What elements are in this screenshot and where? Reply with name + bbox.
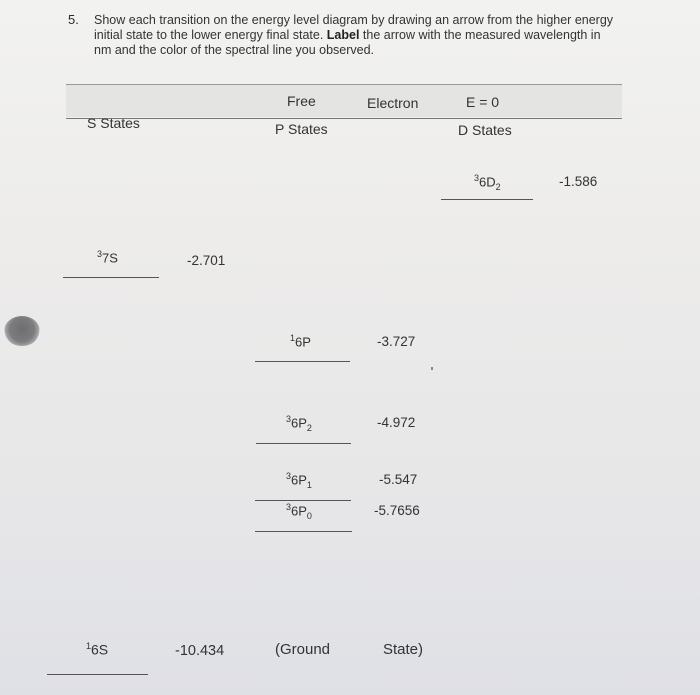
question-text-prefix: Show each transition on the energy level diagram by drawing an arrow from the higher energy initial state to the lower energy final state. — [94, 13, 614, 42]
level-line-p36-2 — [256, 443, 351, 444]
level-line-s37 — [63, 277, 159, 278]
ground-label-word2: State) — [383, 641, 424, 658]
level-line-s16 — [47, 674, 148, 675]
question-text-suffix: the arrow with the measured wavelength in nm and the color of the spectral line you observed. — [94, 28, 601, 57]
binder-hole — [4, 316, 40, 346]
header-free: Free — [287, 93, 316, 109]
header-p-states: P States — [275, 121, 328, 137]
level-line-p16 — [255, 361, 350, 362]
level-value-p36-1: -5.547 — [379, 472, 418, 487]
level-label-s16: $^1$6S — [86, 641, 109, 658]
level-label-p36-1: $^36P_1$ — [286, 471, 312, 490]
header-top-rule — [66, 84, 622, 85]
level-label-s37: $^3$7S — [97, 249, 118, 266]
header-d-states: D States — [458, 122, 512, 138]
level-value-p16: -3.727 — [377, 334, 416, 349]
question-text — [94, 13, 614, 58]
header-bottom-rule — [66, 118, 622, 119]
level-value-p36-2: -4.972 — [377, 415, 416, 430]
level-value-d36: -1.586 — [559, 174, 598, 189]
question-number: 5. — [68, 12, 79, 27]
level-label-p16: $^1$6P — [290, 333, 311, 350]
level-label-p36-0: $^36P_0$ — [286, 502, 312, 521]
pencil-mark — [431, 367, 433, 370]
level-value-s16: -10.434 — [175, 643, 225, 659]
level-line-p36-0 — [255, 531, 352, 532]
header-e-zero: E = 0 — [466, 94, 500, 110]
header-electron: Electron — [367, 95, 419, 111]
level-line-d36 — [441, 199, 533, 200]
header-s-states: S States — [87, 115, 140, 131]
question-bold-word: Label — [326, 28, 360, 42]
level-label-d36: $^36D_2$ — [474, 173, 501, 192]
table-header-band — [66, 85, 622, 117]
level-value-s37: -2.701 — [187, 253, 226, 268]
level-value-p36-0: -5.7656 — [374, 503, 420, 518]
ground-label-word1: (Ground — [275, 641, 331, 658]
level-label-p36-2: $^36P_2$ — [286, 414, 312, 433]
